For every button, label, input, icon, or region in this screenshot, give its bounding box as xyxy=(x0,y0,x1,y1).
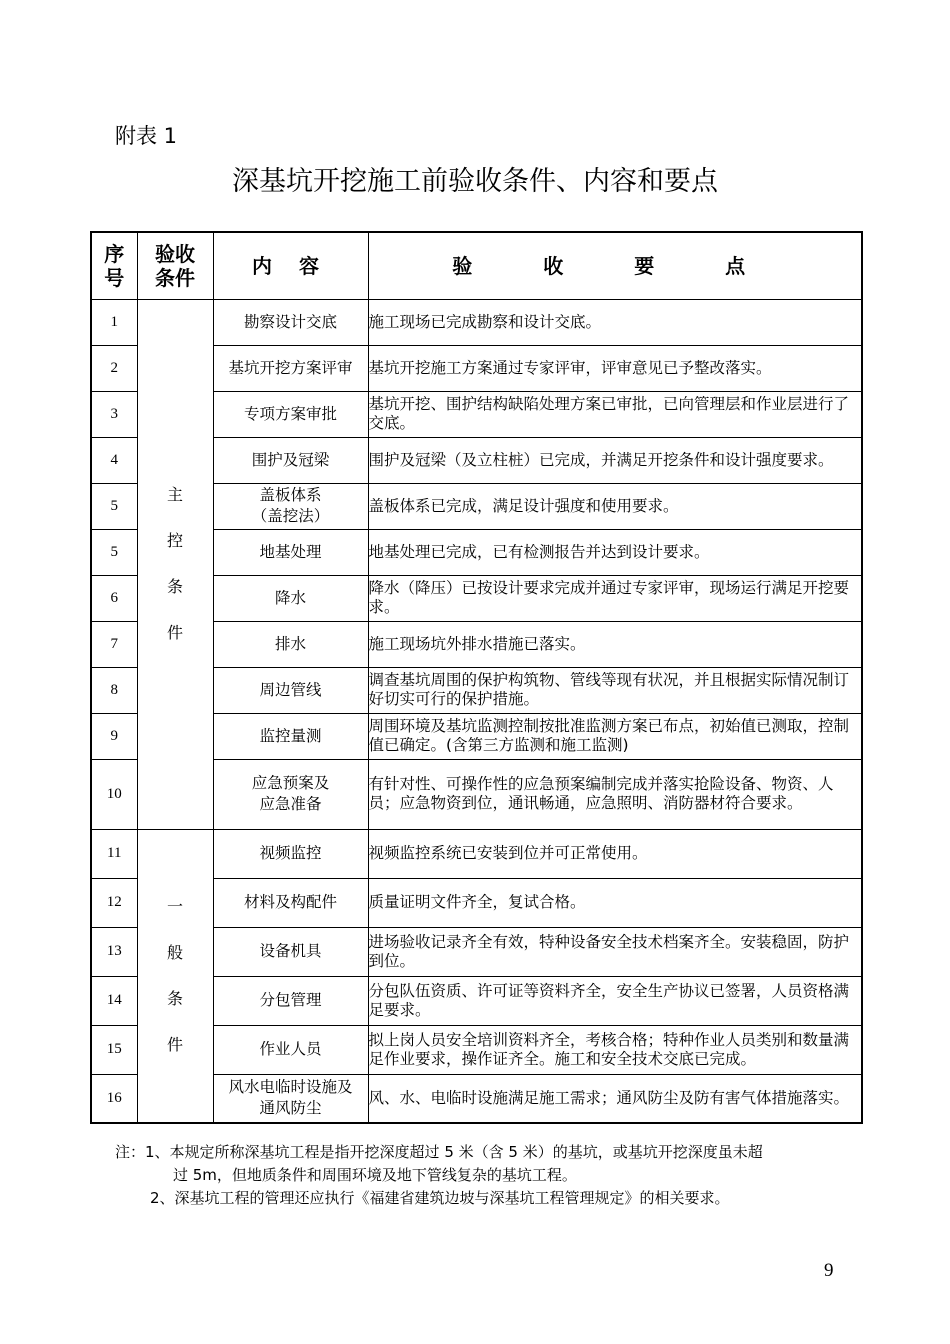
header-condition: 验收 条件 xyxy=(137,232,213,299)
row-point: 分包队伍资质、许可证等资料齐全，安全生产协议已签署，人员资格满足要求。 xyxy=(368,976,862,1025)
row-point: 有针对性、可操作性的应急预案编制完成并落实抢险设备、物资、人员；应急物资到位，通讯畅通，应急照明、消防器材符合要求。 xyxy=(368,759,862,829)
header-row xyxy=(91,232,862,299)
row-seq: 5 xyxy=(91,483,137,529)
row-item: 勘察设计交底 xyxy=(213,299,368,345)
row-point: 施工现场已完成勘察和设计交底。 xyxy=(368,299,862,345)
row-item: 周边管线 xyxy=(213,667,368,713)
row-seq: 12 xyxy=(91,878,137,927)
row-item: 分包管理 xyxy=(213,976,368,1025)
page-title: 深基坑开挖施工前验收条件、内容和要点 xyxy=(232,166,718,197)
row-item: 专项方案审批 xyxy=(213,391,368,437)
row-point: 基坑开挖施工方案通过专家评审，评审意见已予整改落实。 xyxy=(368,345,862,391)
row-item: 监控量测 xyxy=(213,713,368,759)
row-item: 围护及冠梁 xyxy=(213,437,368,483)
row-seq: 1 xyxy=(91,299,137,345)
row-seq: 10 xyxy=(91,759,137,829)
row-item: 视频监控 xyxy=(213,829,368,878)
row-point: 地基处理已完成，已有检测报告并达到设计要求。 xyxy=(368,529,862,575)
row-seq: 5 xyxy=(91,529,137,575)
row-point: 基坑开挖、围护结构缺陷处理方案已审批，已向管理层和作业层进行了交底。 xyxy=(368,391,862,437)
row-seq: 4 xyxy=(91,437,137,483)
row-item: 风水电临时设施及 通风防尘 xyxy=(213,1074,368,1123)
row-seq: 7 xyxy=(91,621,137,667)
header-points: 验 收 要 点 xyxy=(368,232,862,299)
notes xyxy=(115,1141,763,1210)
row-item: 降水 xyxy=(213,575,368,621)
row-point: 进场验收记录齐全有效，特种设备安全技术档案齐全。安装稳固，防护到位。 xyxy=(368,927,862,976)
category-main: 主 控 条 件 xyxy=(137,299,213,829)
row-seq: 6 xyxy=(91,575,137,621)
row-point: 风、水、电临时设施满足施工需求；通风防尘及防有害气体措施落实。 xyxy=(368,1074,862,1123)
row-item: 材料及构配件 xyxy=(213,878,368,927)
header-content: 内 容 xyxy=(213,232,368,299)
row-seq: 3 xyxy=(91,391,137,437)
row-item: 应急预案及 应急准备 xyxy=(213,759,368,829)
row-point: 降水（降压）已按设计要求完成并通过专家评审，现场运行满足开挖要求。 xyxy=(368,575,862,621)
acceptance-table xyxy=(90,231,863,1124)
row-seq: 16 xyxy=(91,1074,137,1123)
row-seq: 15 xyxy=(91,1025,137,1074)
row-seq: 13 xyxy=(91,927,137,976)
note-line-1: 注：1、本规定所称深基坑工程是指开挖深度超过 5 米（含 5 米）的基坑，或基坑开挖深度虽未超 xyxy=(115,1143,763,1161)
row-seq: 8 xyxy=(91,667,137,713)
row-point: 拟上岗人员安全培训资料齐全，考核合格；特种作业人员类别和数量满足作业要求，操作证齐全。施工和安全技术交底已完成。 xyxy=(368,1025,862,1074)
header-seq: 序 号 xyxy=(91,232,137,299)
row-item: 地基处理 xyxy=(213,529,368,575)
row-point: 周围环境及基坑监测控制按批准监测方案已布点，初始值已测取，控制值已确定。(含第三方监测和施工监测) xyxy=(368,713,862,759)
row-point: 质量证明文件齐全，复试合格。 xyxy=(368,878,862,927)
attachment-label: 附表 1 xyxy=(115,124,178,148)
row-point: 视频监控系统已安装到位并可正常使用。 xyxy=(368,829,862,878)
category-general: 一 般 条 件 xyxy=(137,829,213,1123)
row-point: 盖板体系已完成，满足设计强度和使用要求。 xyxy=(368,483,862,529)
row-seq: 11 xyxy=(91,829,137,878)
row-item: 设备机具 xyxy=(213,927,368,976)
note-line-3: 2、深基坑工程的管理还应执行《福建省建筑边坡与深基坑工程管理规定》的相关要求。 xyxy=(150,1189,730,1207)
row-seq: 9 xyxy=(91,713,137,759)
row-item: 基坑开挖方案评审 xyxy=(213,345,368,391)
row-item: 作业人员 xyxy=(213,1025,368,1074)
table-row xyxy=(91,829,862,878)
row-item: 排水 xyxy=(213,621,368,667)
row-point: 施工现场坑外排水措施已落实。 xyxy=(368,621,862,667)
row-item: 盖板体系 （盖挖法） xyxy=(213,483,368,529)
row-seq: 2 xyxy=(91,345,137,391)
page-number: 9 xyxy=(824,1260,834,1281)
row-point: 围护及冠梁（及立柱桩）已完成，并满足开挖条件和设计强度要求。 xyxy=(368,437,862,483)
note-line-2: 过 5m，但地质条件和周围环境及地下管线复杂的基坑工程。 xyxy=(173,1166,577,1184)
table-row xyxy=(91,299,862,345)
row-point: 调查基坑周围的保护构筑物、管线等现有状况，并且根据实际情况制订好切实可行的保护措施。 xyxy=(368,667,862,713)
row-seq: 14 xyxy=(91,976,137,1025)
